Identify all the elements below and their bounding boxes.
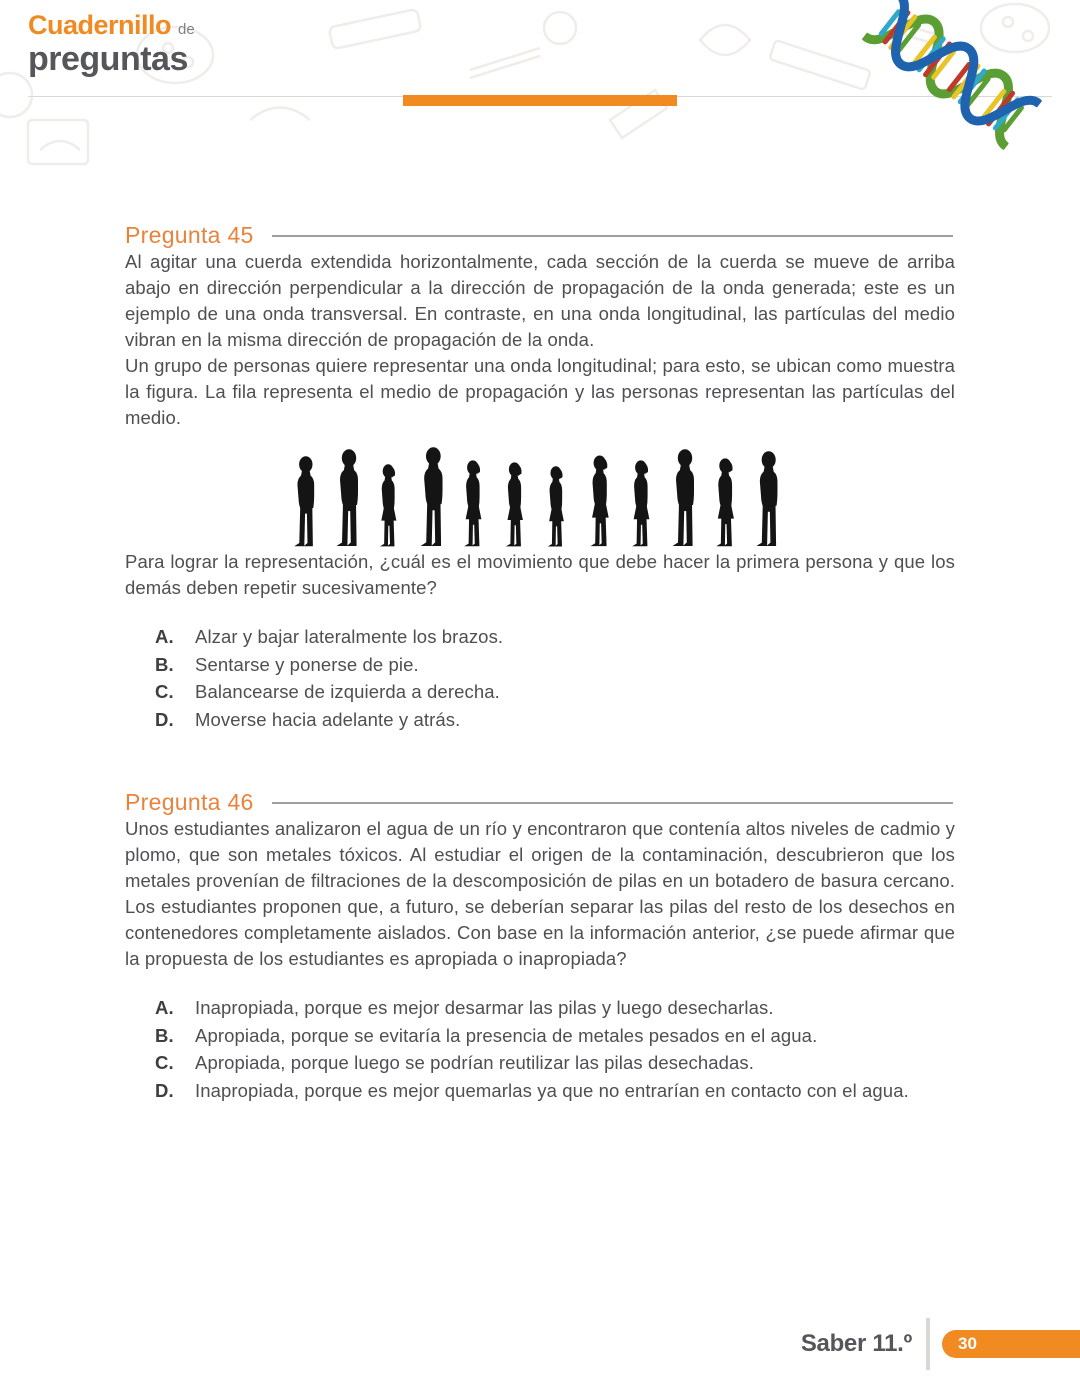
footer-divider	[926, 1318, 930, 1370]
person-silhouette	[374, 463, 405, 549]
option-row	[155, 1049, 955, 1077]
logo-subtitle: preguntas	[28, 40, 188, 78]
dna-helix-icon	[858, 0, 1047, 155]
option-letter: B.	[155, 653, 174, 675]
option-row	[155, 651, 955, 679]
page-content	[0, 222, 1080, 1104]
question-46-title: Pregunta 46	[125, 789, 254, 815]
option-text: Inapropiada, porque es mejor desarmar las pilas y luego desecharlas.	[195, 997, 774, 1018]
option-text: Balancearse de izquierda a derecha.	[195, 681, 500, 702]
option-text: Apropiada, porque luego se podrían reutilizar las pilas desechadas.	[195, 1052, 754, 1073]
option-letter: A.	[155, 997, 174, 1018]
person-silhouette	[668, 449, 704, 549]
booklet-logo	[28, 12, 195, 76]
question-46-heading	[125, 789, 955, 816]
question-46-options	[125, 994, 955, 1104]
option-text: Alzar y bajar lateralmente los brazos.	[195, 626, 504, 647]
option-text: Apropiada, porque se evitaría la presencia de metales pesados en el agua.	[195, 1024, 818, 1046]
footer-brand: Saber 11.º	[800, 1330, 912, 1357]
person-silhouette	[710, 457, 743, 549]
person-silhouette	[416, 447, 453, 549]
person-silhouette	[752, 451, 787, 549]
option-letter: B.	[155, 1024, 174, 1046]
option-row	[155, 623, 955, 651]
option-row	[155, 706, 955, 734]
option-text: Moverse hacia adelante y atrás.	[195, 708, 461, 730]
option-letter: D.	[155, 708, 174, 730]
page-header	[0, 0, 1080, 106]
person-silhouette	[458, 459, 490, 549]
person-silhouette	[584, 454, 618, 549]
option-text: Inapropiada, porque es mejor quemarlas ya que no entrarían en contacto con el agua.	[195, 1079, 909, 1101]
option-row	[155, 1077, 955, 1105]
figure-people	[290, 447, 790, 549]
header-accent-bar	[403, 95, 677, 106]
question-46-context-paragraph: Unos estudiantes analizaron el agua de un río y encontraron que contenía altos niveles de cadmio y plomo, que son metales tóxicos. Al estudiar el origen de la contaminación, descubrieron que los metales provenían de filtraciones de la descomposición de pilas en un botadero de basura cercano. Los estudiantes proponen que, a futuro, se deberían separar las pilas del resto de los desechos en contenedores completamente aislados. Con base en la información anterior, ¿se puede afirmar que la propuesta de los estudiantes es apropiada o inapropiada?	[125, 818, 955, 969]
option-letter: C.	[155, 1052, 174, 1073]
page-footer	[801, 1316, 1080, 1372]
heading-rule	[272, 235, 953, 237]
option-row	[155, 1022, 955, 1050]
option-letter: D.	[155, 1079, 174, 1101]
question-45-stem: Para lograr la representación, ¿cuál es el movimiento que debe hacer la primera persona y que los demás deben repetir sucesivamente?	[125, 551, 955, 598]
question-45-context-paragraph-1: Al agitar una cuerda extendida horizontalmente, cada sección de la cuerda se mueve de arriba abajo en dirección perpendicular a la dirección de propagación de la onda generada; este es un ejemplo de una onda transversal. En contraste, en una onda longitudinal, las partículas del medio vibran en la misma dirección de propagación de la onda.	[125, 251, 955, 350]
question-45-title: Pregunta 45	[125, 222, 254, 248]
logo-connector: de	[178, 21, 195, 38]
option-letter: A.	[155, 626, 174, 647]
logo-title: Cuadernillo	[28, 10, 172, 40]
question-45-heading	[125, 222, 955, 249]
person-silhouette	[332, 449, 368, 549]
page-number-badge: 30	[942, 1330, 1080, 1358]
question-45-options	[125, 623, 955, 733]
option-letter: C.	[155, 681, 174, 702]
person-silhouette	[542, 465, 572, 549]
question-45-context-paragraph-2: Un grupo de personas quiere representar una onda longitudinal; para esto, se ubican como muestra la figura. La fila representa el medio de propagación y las personas representan las partículas del medio.	[125, 355, 955, 428]
heading-rule	[272, 802, 953, 804]
person-silhouette	[626, 459, 658, 549]
option-row	[155, 994, 955, 1022]
person-silhouette	[500, 461, 532, 549]
person-silhouette	[290, 456, 323, 549]
option-row	[155, 678, 955, 706]
option-text: Sentarse y ponerse de pie.	[195, 653, 419, 675]
